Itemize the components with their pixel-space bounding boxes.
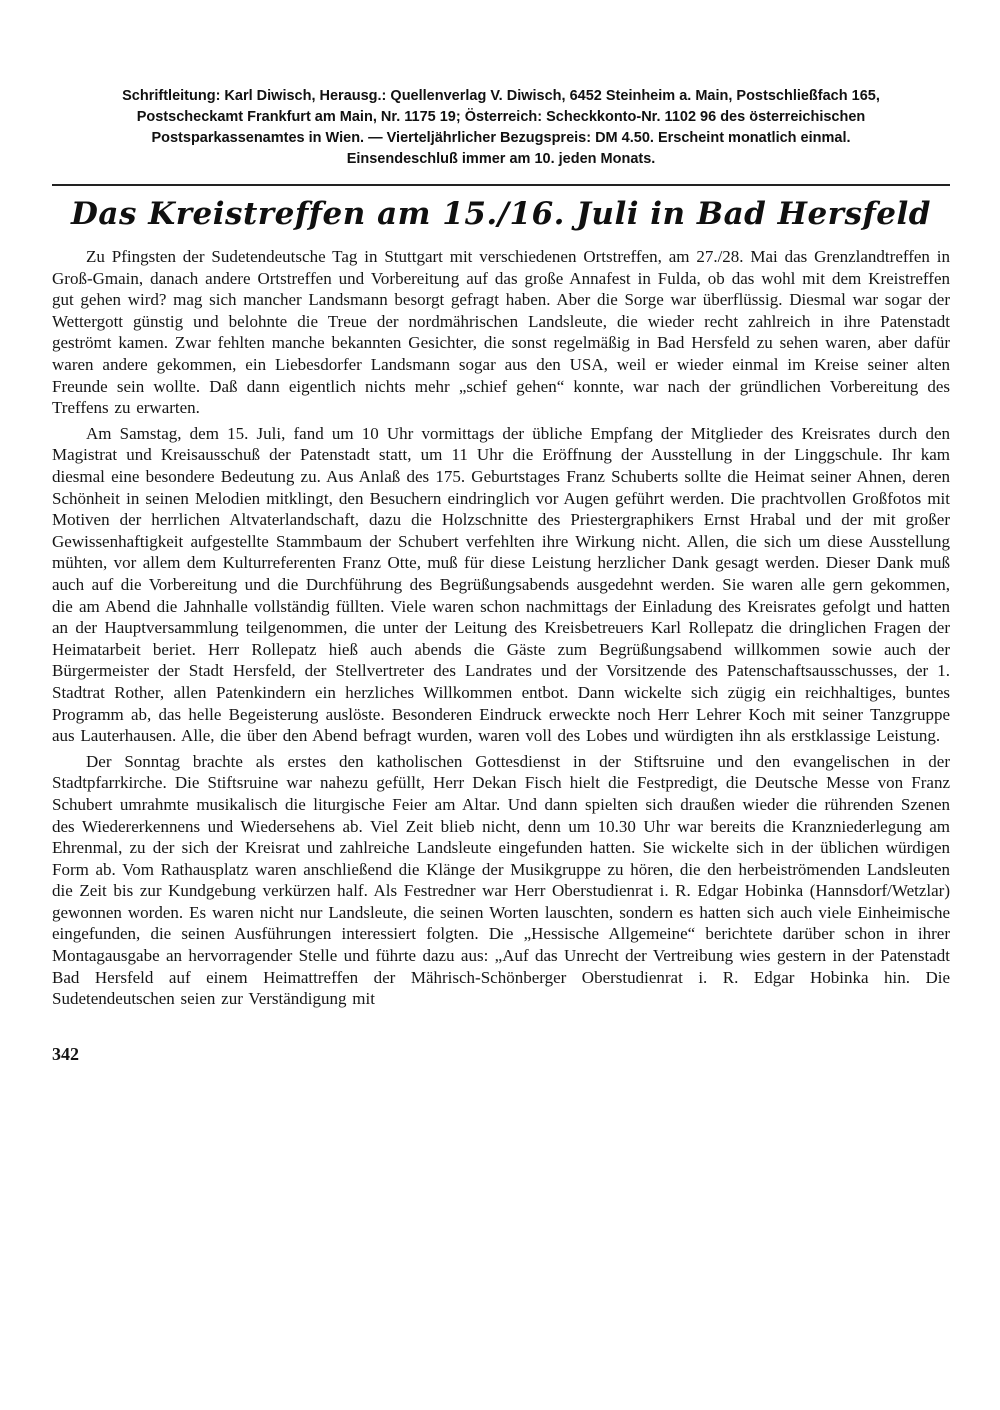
page-number: 342 xyxy=(52,1043,79,1064)
article-title: Das Kreistreffen am 15./16. Juli in Bad Hersfeld xyxy=(71,196,931,233)
masthead-line-4: Einsendeschluß immer am 10. jeden Monats. xyxy=(346,151,656,168)
paragraph-3: Der Sonntag brachte als erstes den katholischen Gottesdienst in der Stiftsruine und den evangelischen in der Stadtpfarrkirche. Die Stiftsruine war nahezu gefüllt, Herr Dekan Fisch hielt die Festpredigt, die Deutsche Messe von Franz Schubert umrahmte musikalisch die liturgische Feier am Altar. Und dann spielten sich draußen wieder die rührenden Szenen des Wiedererkennens und Wiedersehens ab. Viel Zeit blieb nicht, denn um 10.30 Uhr war bereits die Kranzniederlegung am Ehrenmal, zu der sich der Kreisrat und zahlreiche Landsleute eingefunden hatten. Sie wickelte sich in der üblichen würdigen Form ab. Vom Rathausplatz waren anschließend die Klänge der Musikgruppe zu hören, die den herbeiströmenden Landsleuten die Zeit bis zur Kundgebung verkürzen half. Als Festredner war Herr Oberstudienrat i. R. Edgar Hobinka (Hannsdorf/Wetzlar) gewonnen worden. Es waren nicht nur Landsleute, die seinen Worten lauschten, sondern es hatten sich auch viele Einheimische eingefunden, die seinen Ausführungen interessiert folgten. Die „Hessische Allgemeine“ berichtete darüber schon in ihrer Montagausgabe an hervorragender Stelle und führte dazu aus: „Auf das Unrecht der Vertreibung wies gestern in der Patenstadt Bad Hersfeld auf einem Heimattreffen der Mährisch-Schönberger Oberstudienrat i. R. Edgar Hobinka hin. Die Sudetendeutschen seien zur Verständigung mit xyxy=(52,751,950,1009)
masthead xyxy=(52,86,950,170)
masthead-line-1: Schriftleitung: Karl Diwisch, Herausg.: Quellenverlag V. Diwisch, 6452 Steinheim a. Main, Postschließfach 165, xyxy=(122,88,880,104)
masthead-line-2: Postscheckamt Frankfurt am Main, Nr. 1175 19; Österreich: Scheckkonto-Nr. 1102 96 des österreichischen xyxy=(136,109,866,126)
article-body xyxy=(52,246,950,1010)
masthead-line-3: Postsparkassenamtes in Wien. — Vierteljährlicher Bezugspreis: DM 4.50. Erscheint monatlich einmal. xyxy=(151,130,851,147)
divider-rule xyxy=(52,184,950,186)
paragraph-2: Am Samstag, dem 15. Juli, fand um 10 Uhr vormittags der übliche Empfang der Mitglieder des Kreisrates durch den Magistrat und Kreisausschuß der Patenstadt statt, um 11 Uhr die Eröffnung der Ausstellung in der Linggschule. Ihr kam diesmal eine besondere Bedeutung zu. Aus Anlaß des 175. Geburtstages Franz Schuberts sollte die Heimat seiner Ahnen, deren Schönheit in seinen Melodien mitklingt, den Besuchern eindringlich vor Augen geführt werden. Die prachtvollen Großfotos mit Motiven der herrlichen Altvaterlandschaft, dazu die Holzschnitte des Priestergraphikers Ernst Hrabal und der mit großer Gewissenhaftigkeit aufgestellte Stammbaum der Schubert verfehlten ihre Wirkung nicht. Allen, die sich um diese Ausstellung mühten, vor allem dem Kulturreferenten Franz Otte, muß für diese Leistung herzlicher Dank gesagt werden. Dieser Dank muß auch auf die Vorbereitung und die Durchführung des Begrüßungsabends ausgedehnt werden. Sie waren alle gern gekommen, die am Abend die Jahnhalle vollständig füllten. Viele waren schon nachmittags der Einladung des Kreisrates gefolgt und hatten an der Hauptversammlung teilgenommen, die unter der Leitung des Kreisbetreuers Karl Rollepatz die dringlichen Fragen der Heimatarbeit beriet. Herr Rollepatz hieß auch abends die Gäste zum Begrüßungsabend willkommen sowie auch der Bürgermeister der Stadt Hersfeld, der Stellvertreter des Landrates und der Vorsitzende des Patenschaftsausschusses, der 1. Stadtrat Rother, allen Patenkindern ein herzliches Willkommen entbot. Dann wickelte sich zügig ein reichhaltiges, buntes Programm ab, das helle Begeisterung auslöste. Besonderen Eindruck erweckte noch Herr Lehrer Koch mit seiner Tanzgruppe aus Lauterhausen. Alle, die über den Abend befragt wurden, waren voll des Lobes und würdigten ihn als erstklassige Leistung. xyxy=(52,423,950,746)
paragraph-1: Zu Pfingsten der Sudetendeutsche Tag in Stuttgart mit verschiedenen Ortstreffen, am 27./28. Mai das Grenzlandtreffen in Groß-Gmain, danach andere Ortstreffen und Vorbereitung auf das große Annafest in Fulda, ob das wohl mit dem Kreistreffen gut gehen wird? mag sich mancher Landsmann besorgt gefragt haben. Aber die Sorge war überflüssig. Diesmal war sogar der Wettergott günstig und belohnte die Treue der nordmährischen Landsleute, die wieder recht zahlreich in ihre Patenstadt geströmt kamen. Zwar fehlten manche bekannten Gesichter, die sonst regelmäßig in Bad Hersfeld zu sehen waren, aber dafür waren andere gekommen, ein Liebesdorfer Landsmann sogar aus den USA, weil er wieder einmal im Kreise seiner alten Freunde sein wollte. Daß dann eigentlich nichts mehr „schief gehen“ konnte, war nach der gründlichen Vorbereitung des Treffens zu erwarten. xyxy=(52,247,950,418)
